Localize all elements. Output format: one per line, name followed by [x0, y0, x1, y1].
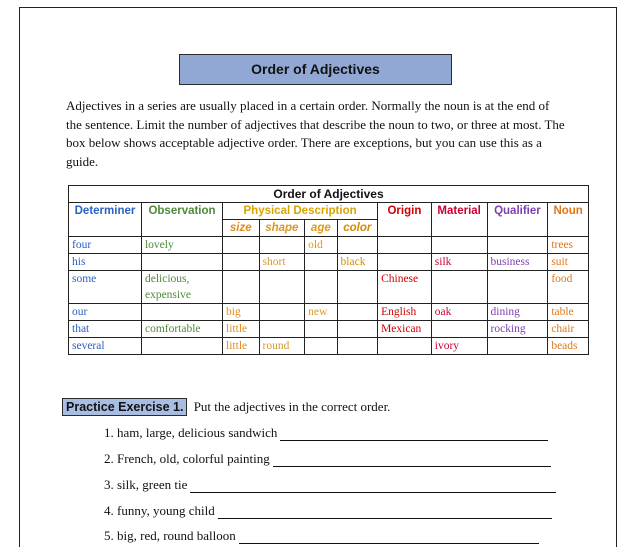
cell-observation	[141, 304, 222, 321]
exercise-text: funny, young child	[117, 503, 215, 518]
cell-origin	[378, 338, 432, 355]
cell-shape: short	[259, 254, 305, 271]
cell-material	[431, 321, 487, 338]
cell-observation: delicious, expensive	[141, 271, 222, 304]
cell-qualifier: dining	[487, 304, 548, 321]
table-row	[69, 321, 589, 338]
subheader-color: color	[337, 220, 378, 237]
header-origin: Origin	[378, 203, 432, 237]
table-title: Order of Adjectives	[69, 186, 589, 203]
subheader-age: age	[305, 220, 337, 237]
cell-size	[223, 271, 259, 304]
header-noun: Noun	[548, 203, 589, 237]
cell-material: oak	[431, 304, 487, 321]
cell-origin	[378, 237, 432, 254]
cell-noun: trees	[548, 237, 589, 254]
cell-observation	[141, 254, 222, 271]
cell-noun: food	[548, 271, 589, 304]
cell-observation: comfortable	[141, 321, 222, 338]
header-material: Material	[431, 203, 487, 237]
cell-qualifier	[487, 338, 548, 355]
exercise-text: French, old, colorful painting	[117, 451, 270, 466]
cell-noun: beads	[548, 338, 589, 355]
exercise-item	[104, 451, 551, 467]
header-physical-description: Physical Description	[223, 203, 378, 220]
cell-determiner: some	[69, 271, 142, 304]
cell-color	[337, 338, 378, 355]
cell-material	[431, 271, 487, 304]
cell-size: little	[223, 321, 259, 338]
exercise-text: ham, large, delicious sandwich	[117, 425, 278, 440]
answer-line[interactable]	[280, 428, 548, 441]
cell-size	[223, 237, 259, 254]
cell-determiner: that	[69, 321, 142, 338]
cell-shape	[259, 304, 305, 321]
exercise-number: 5.	[104, 528, 114, 543]
answer-line[interactable]	[190, 480, 556, 493]
cell-origin: English	[378, 304, 432, 321]
cell-color: black	[337, 254, 378, 271]
cell-qualifier: rocking	[487, 321, 548, 338]
cell-origin	[378, 254, 432, 271]
cell-color	[337, 321, 378, 338]
subheader-size: size	[223, 220, 259, 237]
table-row	[69, 254, 589, 271]
cell-age: new	[305, 304, 337, 321]
table-row	[69, 304, 589, 321]
cell-shape: round	[259, 338, 305, 355]
exercise-number: 4.	[104, 503, 114, 518]
cell-origin: Chinese	[378, 271, 432, 304]
cell-size: big	[223, 304, 259, 321]
cell-age	[305, 321, 337, 338]
exercise-text: big, red, round balloon	[117, 528, 236, 543]
cell-noun: chair	[548, 321, 589, 338]
subheader-shape: shape	[259, 220, 305, 237]
cell-size: little	[223, 338, 259, 355]
exercise-item	[104, 503, 552, 519]
cell-size	[223, 254, 259, 271]
exercise-item	[104, 425, 548, 441]
cell-qualifier: business	[487, 254, 548, 271]
exercise-item	[104, 528, 539, 544]
cell-age: old	[305, 237, 337, 254]
answer-line[interactable]	[239, 531, 539, 544]
practice-label: Practice Exercise 1.	[62, 398, 187, 416]
exercise-number: 2.	[104, 451, 114, 466]
cell-age	[305, 254, 337, 271]
cell-material: silk	[431, 254, 487, 271]
answer-line[interactable]	[273, 454, 551, 467]
cell-shape	[259, 237, 305, 254]
cell-observation	[141, 338, 222, 355]
cell-determiner: four	[69, 237, 142, 254]
adjective-order-table	[68, 185, 589, 355]
header-observation: Observation	[141, 203, 222, 237]
exercise-number: 1.	[104, 425, 114, 440]
cell-observation: lovely	[141, 237, 222, 254]
cell-material: ivory	[431, 338, 487, 355]
cell-age	[305, 271, 337, 304]
cell-color	[337, 304, 378, 321]
cell-determiner: our	[69, 304, 142, 321]
cell-qualifier	[487, 237, 548, 254]
intro-paragraph: Adjectives in a series are usually placed in a certain order. Normally the noun is at the end of the sentence. Limit the number of adjectives that describe the noun to two, or three at most. The box below shows acceptable adjective order. There are exceptions, but you can use this as a guide.	[66, 98, 565, 169]
table-row	[69, 271, 589, 304]
cell-noun: suit	[548, 254, 589, 271]
exercise-item	[104, 477, 556, 493]
practice-header	[62, 398, 390, 416]
answer-line[interactable]	[218, 506, 552, 519]
cell-age	[305, 338, 337, 355]
header-determiner: Determiner	[69, 203, 142, 237]
table-row	[69, 237, 589, 254]
cell-determiner: his	[69, 254, 142, 271]
cell-origin: Mexican	[378, 321, 432, 338]
exercise-text: silk, green tie	[117, 477, 188, 492]
header-qualifier: Qualifier	[487, 203, 548, 237]
cell-shape	[259, 321, 305, 338]
exercise-number: 3.	[104, 477, 114, 492]
cell-color	[337, 271, 378, 304]
cell-shape	[259, 271, 305, 304]
cell-qualifier	[487, 271, 548, 304]
cell-material	[431, 237, 487, 254]
practice-instruction: Put the adjectives in the correct order.	[193, 399, 391, 414]
cell-noun: table	[548, 304, 589, 321]
cell-determiner: several	[69, 338, 142, 355]
table-row	[69, 338, 589, 355]
page-title: Order of Adjectives	[179, 54, 452, 85]
cell-color	[337, 237, 378, 254]
